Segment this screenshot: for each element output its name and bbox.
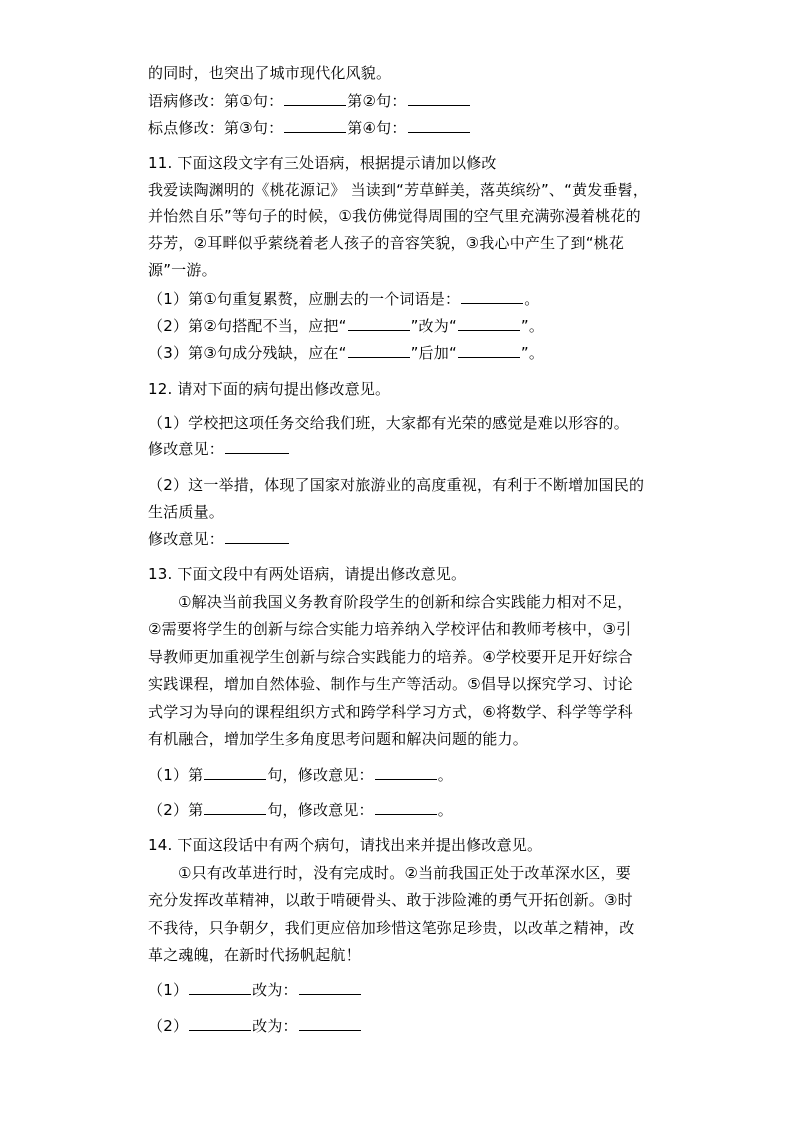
grammar-s1-label: 第①句： — [224, 92, 284, 110]
q11-passage-line: 并怡然自乐”等句子的时候，①我仿佛觉得周围的空气里充满弥漫着桃花的 — [148, 207, 641, 225]
grammar-fix-label: 语病修改： — [148, 92, 225, 110]
q11-item-2-end: ”。 — [520, 317, 545, 335]
q11-item-3-blank-b[interactable] — [458, 343, 520, 358]
q11-item-3-mid: ”后加“ — [410, 344, 457, 362]
q11-item-1-end: 。 — [524, 290, 540, 308]
q11-item-3-blank-a[interactable] — [348, 343, 410, 358]
q14-passage-line: 充分发挥改革精神，以敢于啃硬骨头、敢于涉险滩的勇气开拓创新。③时 — [148, 891, 633, 909]
q11-item-2-mid: ”改为“ — [410, 317, 457, 335]
punct-fix-line — [148, 117, 678, 139]
q11-item-1-text: （1）第①句重复累赘，应删去的一个词语是： — [148, 290, 461, 308]
q13-item-1-sentence-blank[interactable] — [204, 765, 266, 780]
q11-item-2-blank-a[interactable] — [348, 316, 410, 331]
q14-item-2 — [148, 1015, 678, 1037]
grammar-s2-label: 第②句： — [347, 92, 407, 110]
q13-item-1 — [148, 764, 678, 786]
q14-item-2-revised-blank[interactable] — [299, 1016, 361, 1031]
q13-item-1-opinion-blank[interactable] — [375, 765, 437, 780]
q13-item-1-end: 。 — [437, 766, 453, 784]
q14-item-1-original-blank[interactable] — [189, 980, 251, 995]
q11-item-2-blank-b[interactable] — [458, 316, 520, 331]
q11-passage-line: 源”一游。 — [148, 261, 217, 279]
q14-passage-line: 不我待，只争朝夕，我们更应倍加珍惜这笔弥足珍贵，以改革之精神，改 — [148, 919, 635, 937]
q12-sentence-1: （1）学校把这项任务交给我们班，大家都有光荣的感觉是难以形容的。 — [148, 414, 629, 432]
q14-item-2-pre: （2） — [148, 1017, 189, 1035]
punct-s3-label: 第③句： — [224, 119, 284, 137]
q13-item-2-pre: （2）第 — [148, 801, 204, 819]
q13-item-2-opinion-blank[interactable] — [375, 800, 437, 815]
q13-passage-line: ②需要将学生的创新与综合实能力培养纳入学校评估和教师考核中，③引 — [148, 620, 632, 638]
punct-s3-blank[interactable] — [284, 118, 346, 133]
q12-opinion-1-label: 修改意见： — [148, 440, 225, 458]
q13-item-1-pre: （1）第 — [148, 766, 204, 784]
grammar-s1-blank[interactable] — [284, 91, 346, 106]
q12-opinion-2-blank[interactable] — [225, 529, 289, 544]
q13-passage-line: 有机融合，增加学生多角度思考问题和解决问题的能力。 — [148, 730, 529, 748]
q11-item-2 — [148, 315, 678, 337]
q11-title: 11. 下面这段文字有三处语病，根据提示请加以修改 — [148, 154, 497, 172]
q11-passage-line: 芬芳，②耳畔似乎萦绕着老人孩子的音容笑貌，③我心中产生了到“桃花 — [148, 234, 625, 252]
q11-item-2-text: （2）第②句搭配不当，应把“ — [148, 317, 347, 335]
q14-item-1 — [148, 979, 678, 1001]
q14-item-2-change-to: 改为： — [252, 1017, 298, 1035]
q13-item-2-sentence-blank[interactable] — [204, 800, 266, 815]
q12-sentence-2-line: （2）这一举措，体现了国家对旅游业的高度重视，有利于不断增加国民的 — [148, 476, 645, 494]
q11-item-1 — [148, 288, 678, 310]
q13-passage-line: 导教师更加重视学生创新与综合实践能力的培养。④学校要开足开好综合 — [148, 648, 633, 666]
q14-item-1-change-to: 改为： — [252, 981, 298, 999]
q14-title: 14. 下面这段话中有两个病句，请找出来并提出修改意见。 — [148, 836, 543, 854]
q11-passage-line: 我爱读陶渊明的《桃花源记》 当读到“芳草鲜美，落英缤纷”、“黄发垂髫， — [148, 181, 649, 199]
q12-opinion-2-label: 修改意见： — [148, 530, 225, 548]
q13-item-2-mid: 句，修改意见： — [267, 801, 374, 819]
q13-title: 13. 下面文段中有两处语病，请提出修改意见。 — [148, 565, 467, 583]
q13-passage-line: 实践课程，增加自然体验、制作与生产等活动。⑤倡导以探究学习、讨论 — [148, 675, 633, 693]
q14-item-1-pre: （1） — [148, 981, 189, 999]
q13-passage-line: 式学习为导向的课程组织方式和跨学科学习方式，⑥将数学、科学等学科 — [148, 703, 633, 721]
q13-item-1-mid: 句，修改意见： — [267, 766, 374, 784]
grammar-s2-blank[interactable] — [408, 91, 470, 106]
q12-opinion-1-blank[interactable] — [225, 439, 289, 454]
q13-item-2 — [148, 799, 678, 821]
q14-passage-line: 革之魂魄，在新时代扬帆起航！ — [148, 946, 361, 964]
q12-opinion-2 — [148, 528, 678, 550]
q14-item-1-revised-blank[interactable] — [299, 980, 361, 995]
q12-opinion-1 — [148, 438, 678, 460]
punct-fix-label: 标点修改： — [148, 119, 225, 137]
q12-title: 12. 请对下面的病句提出修改意见。 — [148, 380, 391, 398]
q14-item-2-original-blank[interactable] — [189, 1016, 251, 1031]
punct-s4-label: 第④句： — [347, 119, 407, 137]
q12-sentence-2-line: 生活质量。 — [148, 503, 225, 521]
q11-item-1-blank[interactable] — [461, 289, 523, 304]
q11-item-3 — [148, 342, 678, 364]
q13-item-2-end: 。 — [437, 801, 453, 819]
q14-passage-line: ①只有改革进行时，没有完成时。②当前我国正处于改革深水区，要 — [178, 864, 631, 882]
q11-item-3-text: （3）第③句成分残缺，应在“ — [148, 344, 347, 362]
q11-item-3-end: ”。 — [520, 344, 545, 362]
punct-s4-blank[interactable] — [408, 118, 470, 133]
q13-passage-line: ①解决当前我国义务教育阶段学生的创新和综合实践能力相对不足， — [178, 593, 633, 611]
grammar-fix-line — [148, 90, 678, 112]
prev-tail-line: 的同时，也突出了城市现代化风貌。 — [148, 64, 392, 82]
